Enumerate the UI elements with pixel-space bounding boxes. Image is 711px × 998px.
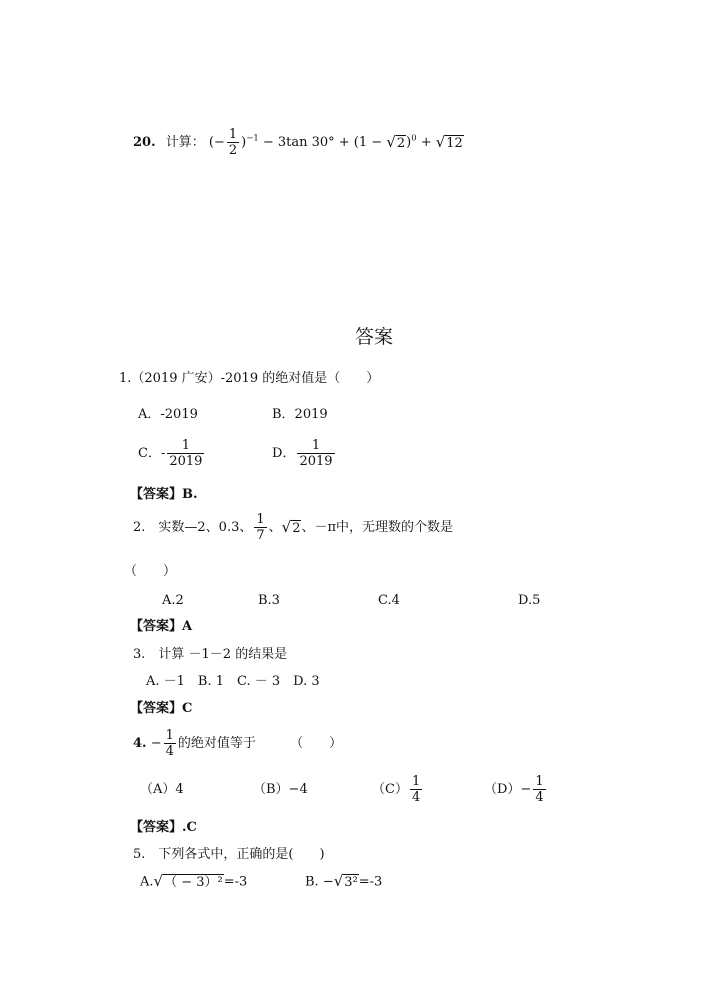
q4-stem: 4. − $\frac{1}{4}$ 的绝对值等于 （ ）: [133, 728, 343, 759]
fraction-1-7: $\frac{1}{7}$: [256, 512, 265, 543]
fraction-1-4: $\frac{1}{4}$: [165, 728, 174, 759]
fraction-1-4: $\frac{1}{4}$: [535, 774, 544, 805]
q5-option-a: A. √ （ − 3）² =-3: [140, 872, 248, 890]
sqrt-3-squared: √ 3²: [333, 872, 358, 890]
q5-stem: 5. 下列各式中，正确的是( ): [133, 847, 325, 862]
q1-option-d: D． $\frac{1}{2019}$: [272, 438, 333, 469]
q1-option-c: C．- $\frac{1}{2019}$: [138, 438, 203, 469]
q3-answer: 【答案】C: [130, 701, 193, 716]
question-20: 20. 计算： (− $\frac{1}{2}$ )$^{-1}$ − 3tan 30° + (1 − √ 2 )$^0$ + √ 12: [133, 127, 463, 158]
q1-answer: 【答案】B.: [130, 487, 198, 502]
q4-option-b: （B）−4: [253, 782, 308, 797]
q2-answer: 【答案】A: [130, 619, 193, 634]
exponent-neg1: −1: [246, 132, 259, 143]
q3-stem: 3. 计算 －1－2 的结果是: [133, 647, 288, 662]
q2-paren: （ ）: [124, 564, 177, 579]
q4-answer: 【答案】.C: [130, 820, 197, 835]
sqrt-neg3-squared: √ （ − 3）²: [153, 872, 223, 890]
question-number: 20.: [133, 135, 156, 150]
fraction-1-2019: $\frac{1}{2019}$: [299, 438, 333, 469]
q1-option-b: B．2019: [272, 407, 328, 422]
question-prefix: 计算：: [165, 135, 205, 150]
q2-option-b: B.3: [258, 593, 280, 608]
q4-option-a: （A）4: [140, 782, 184, 797]
q4-option-c: （C） $\frac{1}{4}$: [372, 774, 421, 805]
expression-middle: − 3tan 30° + (1 −: [258, 135, 387, 150]
fraction-1-4: $\frac{1}{4}$: [411, 774, 421, 805]
sqrt-12: √ 12: [435, 132, 463, 151]
q4-option-d: （D）− $\frac{1}{4}$: [484, 774, 544, 805]
sqrt-2: √ 2: [281, 517, 301, 536]
q3-options: A. －1 B. 1 C. － 3 D. 3: [146, 674, 320, 689]
paren-open: (−: [208, 135, 225, 150]
exponent-zero: 0: [411, 132, 417, 143]
q1-option-a: A．-2019: [138, 407, 198, 422]
q2-option-c: C.4: [378, 593, 400, 608]
q2-option-d: D.5: [518, 593, 541, 608]
sqrt-2: √ 2: [386, 132, 406, 151]
fraction-half: $\frac{1}{2}$: [228, 127, 238, 158]
q2-option-a: A.2: [162, 593, 184, 608]
answers-title: 答案: [355, 326, 394, 348]
q5-option-b: B. − √ 3² =-3: [305, 872, 383, 890]
fraction-1-2019: $\frac{1}{2019}$: [169, 438, 203, 469]
q2-stem: 2. 实数—2、0.3、 $\frac{1}{7}$ 、 √ 2 、－π中，无理数的个数是: [133, 512, 454, 543]
q1-stem: 1.（2019 广安）-2019 的绝对值是（ ）: [119, 371, 380, 386]
